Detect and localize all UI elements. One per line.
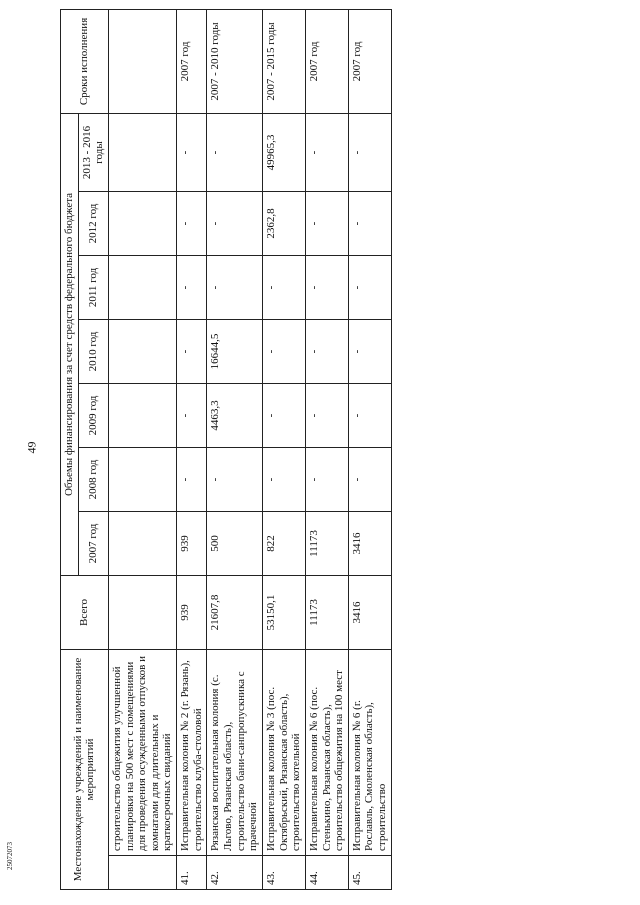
table-row [207, 9, 263, 889]
row-year-value: - [177, 447, 207, 511]
row-year-value: 3416 [348, 511, 391, 575]
table-row [262, 9, 305, 889]
row-year-value: - [177, 383, 207, 447]
row-year-value: 822 [262, 511, 305, 575]
row-year-value: - [177, 319, 207, 383]
row-index: 45. [348, 856, 391, 890]
row-index: 41. [177, 856, 207, 890]
header-year: 2011 год [78, 255, 108, 319]
row-year-value [108, 319, 176, 383]
header-location: Местонахождение учреждений и наименование мероприятий [61, 649, 109, 889]
row-year-value: - [207, 113, 263, 191]
table-row [177, 9, 207, 889]
header-year: 2008 год [78, 447, 108, 511]
row-year-value [108, 511, 176, 575]
row-year-value: - [262, 319, 305, 383]
row-year-value: - [207, 255, 263, 319]
row-year-value: 2362,8 [262, 191, 305, 255]
row-year-value: - [177, 113, 207, 191]
row-terms: 2007 год [305, 9, 348, 113]
row-year-value: - [348, 383, 391, 447]
row-total [108, 575, 176, 649]
row-year-value: - [177, 191, 207, 255]
row-year-value [108, 255, 176, 319]
row-name: Исправительная колония № 6 (г. Рославль, Смоленская область), строительство [348, 649, 391, 855]
row-year-value: - [207, 447, 263, 511]
table-wrapper [60, 10, 640, 890]
row-terms: 2007 - 2015 годы [262, 9, 305, 113]
header-year: 2013 - 2016 годы [78, 113, 108, 191]
row-year-value: 11173 [305, 511, 348, 575]
row-year-value: - [305, 319, 348, 383]
row-year-value: 500 [207, 511, 263, 575]
table-row [305, 9, 348, 889]
row-name: Исправительная колония № 2 (г. Рязань), строительство клуба-столовой [177, 649, 207, 855]
row-year-value: - [207, 191, 263, 255]
row-total: 21607,8 [207, 575, 263, 649]
header-row-1 [61, 9, 79, 889]
header-year: 2012 год [78, 191, 108, 255]
row-name: Исправительная колония № 6 (пос. Стенькино, Рязанская область), строительство общежития на 100 мест [305, 649, 348, 855]
row-year-value: 4463,3 [207, 383, 263, 447]
table-row [348, 9, 391, 889]
row-year-value: - [305, 447, 348, 511]
row-year-value: - [348, 191, 391, 255]
row-year-value: - [348, 255, 391, 319]
row-year-value: - [305, 191, 348, 255]
row-year-value: 16644,5 [207, 319, 263, 383]
row-name: Рязанская воспитательная колония (с. Льгово, Рязанская область), строительство бани-санпропускника с прачечной [207, 649, 263, 855]
table-body [108, 9, 391, 889]
row-name: строительство общежития улучшенной планировки на 500 мест с помещениями для проведения осужденными отпусков и комнатами для длительных и краткосрочных свиданий [108, 649, 176, 855]
row-year-value: - [305, 255, 348, 319]
row-year-value: - [348, 447, 391, 511]
table-row [108, 9, 176, 889]
row-year-value: - [262, 255, 305, 319]
row-year-value: - [177, 255, 207, 319]
header-terms: Сроки исполнения [61, 9, 109, 113]
row-year-value: - [305, 383, 348, 447]
row-terms: 2007 год [177, 9, 207, 113]
footer-code: 25072073 [6, 842, 14, 870]
row-year-value [108, 447, 176, 511]
row-year-value [108, 383, 176, 447]
row-year-value: 939 [177, 511, 207, 575]
row-year-value [108, 191, 176, 255]
row-terms: 2007 год [348, 9, 391, 113]
row-year-value: - [262, 447, 305, 511]
row-terms [108, 9, 176, 113]
row-index: 43. [262, 856, 305, 890]
row-year-value: 49965,3 [262, 113, 305, 191]
row-index [108, 856, 176, 890]
row-index: 44. [305, 856, 348, 890]
row-total: 3416 [348, 575, 391, 649]
row-year-value: - [262, 383, 305, 447]
header-year: 2007 год [78, 511, 108, 575]
row-total: 11173 [305, 575, 348, 649]
row-year-value [108, 113, 176, 191]
row-name: Исправительная колония № 3 (пос. Октябрьский, Рязанская область), строительство котельной [262, 649, 305, 855]
header-year: 2010 год [78, 319, 108, 383]
row-terms: 2007 - 2010 годы [207, 9, 263, 113]
financing-table [60, 9, 392, 890]
row-year-value: - [348, 113, 391, 191]
header-year: 2009 год [78, 383, 108, 447]
row-year-value: - [305, 113, 348, 191]
rotated-table-container [60, 10, 640, 890]
page-number: 49 [24, 441, 39, 454]
row-total: 939 [177, 575, 207, 649]
header-total: Всего [61, 575, 109, 649]
row-year-value: - [348, 319, 391, 383]
row-total: 53150,1 [262, 575, 305, 649]
row-index: 42. [207, 856, 263, 890]
header-financing-group: Объемы финансирования за счет средств федерального бюджета [61, 113, 79, 575]
